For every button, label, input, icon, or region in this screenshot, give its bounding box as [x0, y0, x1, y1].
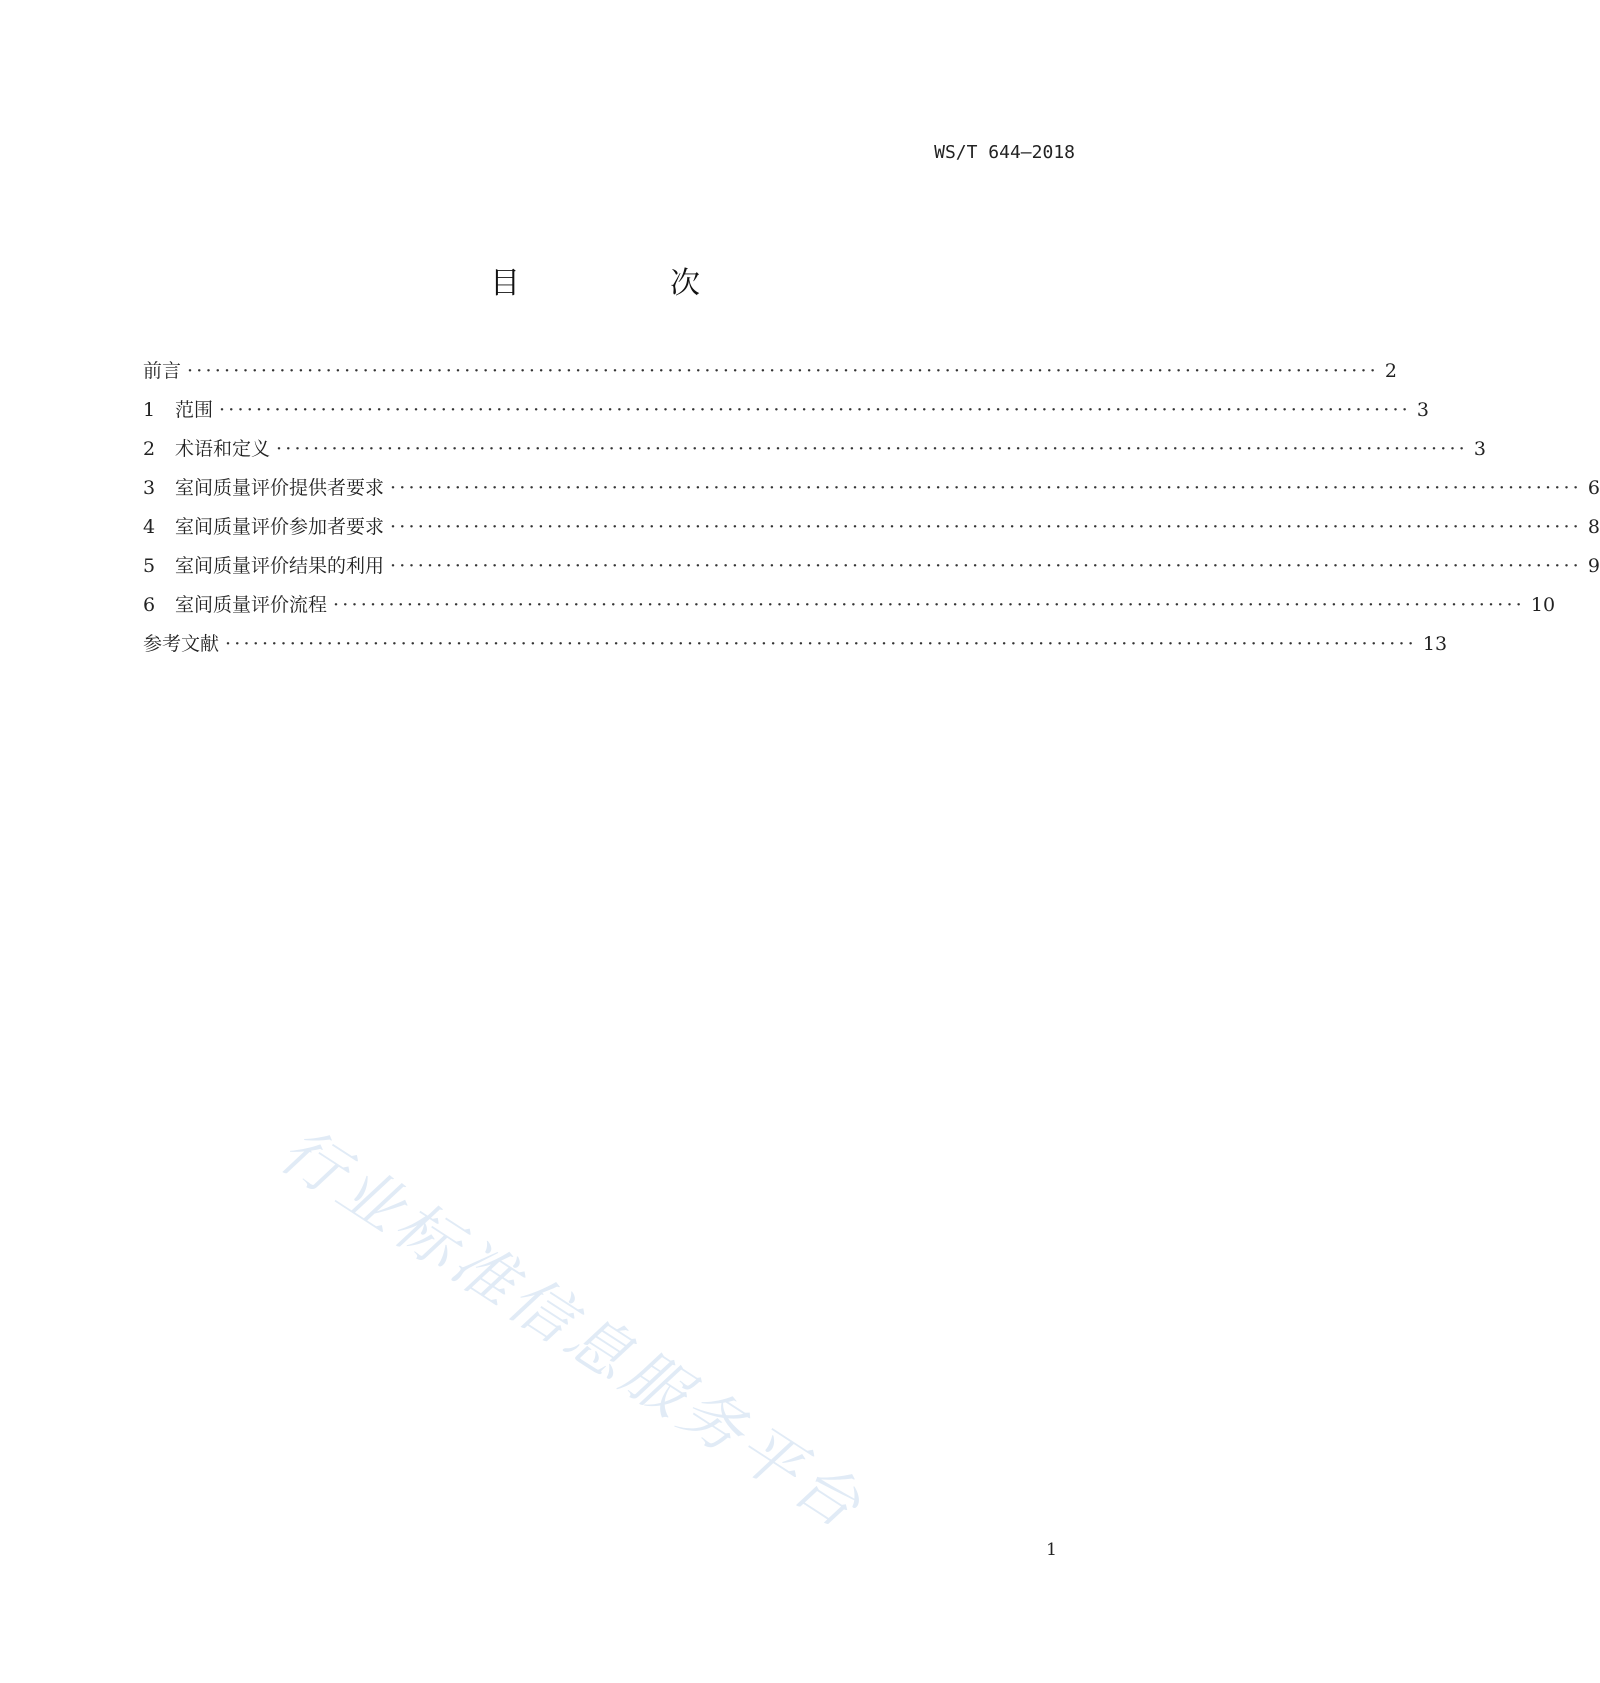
- toc-entry-label: 参考文献: [143, 633, 220, 655]
- toc-leader-dots: ·································································································································: [390, 555, 1582, 577]
- toc-entry-number: 3: [143, 477, 156, 499]
- toc-leader-dots: ·································································································································: [187, 360, 1379, 382]
- toc-leader-dots: ·································································································································: [219, 399, 1411, 421]
- toc-entry-label: 范围: [175, 399, 214, 421]
- toc-entry-foreword[interactable]: [143, 356, 1398, 395]
- toc-entry-page: 10: [1530, 594, 1556, 616]
- toc-entry-page: 13: [1422, 633, 1448, 655]
- document-code: WS/T 644—2018: [934, 142, 1075, 163]
- toc-entry-3[interactable]: [143, 473, 1600, 512]
- toc-entry-label: 室间质量评价流程: [175, 594, 328, 616]
- toc-entry-number: 6: [143, 594, 156, 616]
- toc-entry-label: 室间质量评价提供者要求: [175, 477, 385, 499]
- toc-leader-dots: ·································································································································: [390, 477, 1582, 499]
- toc-entry-number: 5: [143, 555, 156, 577]
- toc-entry-page: 8: [1587, 516, 1600, 538]
- toc-entry-page: 9: [1587, 555, 1600, 577]
- toc-entry-page: 2: [1384, 360, 1398, 382]
- toc-entry-page: 6: [1587, 477, 1600, 499]
- toc-leader-dots: ·································································································································: [276, 438, 1468, 460]
- toc-title: 目 次: [490, 266, 760, 301]
- toc-entry-label: 术语和定义: [175, 438, 271, 460]
- toc-leader-dots: ·································································································································: [225, 633, 1417, 655]
- toc-entry-5[interactable]: [143, 551, 1600, 590]
- toc-leader-dots: ·································································································································: [390, 516, 1582, 538]
- toc-entry-1[interactable]: [143, 395, 1430, 434]
- page-number: 1: [1046, 1540, 1057, 1560]
- toc-leader-dots: ·································································································································: [333, 594, 1525, 616]
- toc-entry-label: 室间质量评价参加者要求: [175, 516, 385, 538]
- toc-entry-number: 4: [143, 516, 156, 538]
- toc-entry-label: 前言: [143, 360, 182, 382]
- toc-entry-label: 室间质量评价结果的利用: [175, 555, 385, 577]
- watermark: 行业标准信息服务平台: [267, 1113, 878, 1545]
- table-of-contents: [143, 356, 1600, 668]
- toc-entry-references[interactable]: [143, 629, 1448, 668]
- toc-entry-page: 3: [1473, 438, 1487, 460]
- toc-entry-4[interactable]: [143, 512, 1600, 551]
- toc-entry-2[interactable]: [143, 434, 1487, 473]
- toc-entry-number: 2: [143, 438, 156, 460]
- toc-entry-page: 3: [1416, 399, 1430, 421]
- toc-entry-number: 1: [143, 399, 156, 421]
- toc-entry-6[interactable]: [143, 590, 1556, 629]
